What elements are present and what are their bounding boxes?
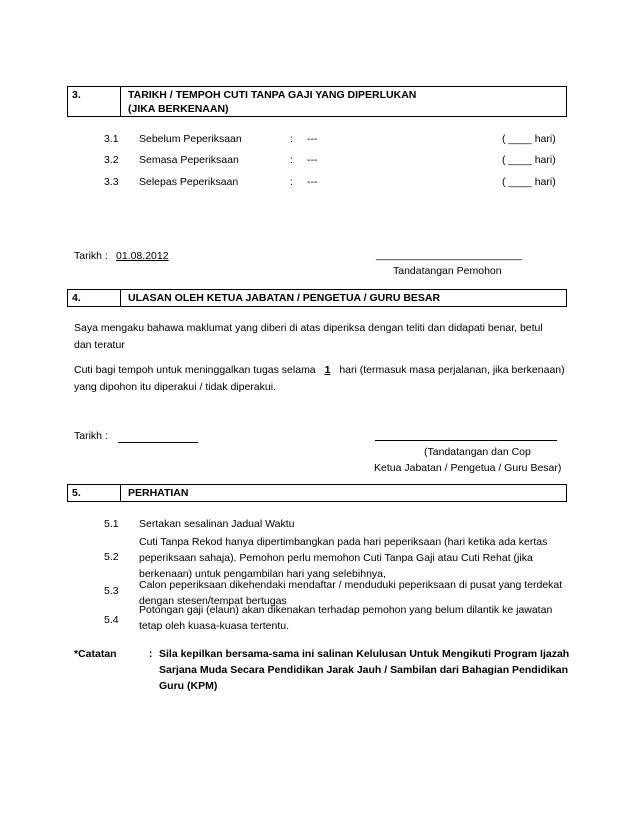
section-4-divider bbox=[120, 290, 121, 306]
section-3-header bbox=[67, 86, 567, 117]
item-5-1-number: 5.1 bbox=[104, 518, 119, 530]
row-3-1-label: Sebelum Peperiksaan bbox=[139, 133, 242, 145]
item-5-4-text-line2: tetap oleh kuasa-kuasa tertentu. bbox=[139, 620, 290, 632]
note-line2: Sarjana Muda Secara Pendidikan Jarak Jauh / Sambilan dari Bahagian Pendidikan bbox=[159, 664, 569, 676]
row-3-2-value: --- bbox=[307, 154, 318, 166]
section-5-header bbox=[67, 484, 567, 502]
row-3-1-value: --- bbox=[307, 133, 318, 145]
row-3-1-colon: : bbox=[290, 133, 293, 145]
leave-approval-line2: yang dipohon itu diperakui / tidak diperakui. bbox=[74, 381, 276, 393]
item-5-1-text: Sertakan sesalinan Jadual Waktu bbox=[139, 518, 295, 530]
applicant-signature-label: Tandatangan Pemohon bbox=[393, 265, 502, 277]
row-3-3-value: --- bbox=[307, 176, 318, 188]
row-3-3-number: 3.3 bbox=[104, 176, 119, 188]
row-3-1-number: 3.1 bbox=[104, 133, 119, 145]
note-line3: Guru (KPM) bbox=[159, 680, 218, 692]
head-signature-line bbox=[375, 428, 557, 441]
section-3-divider bbox=[120, 87, 121, 116]
item-5-2-number: 5.2 bbox=[104, 551, 119, 563]
declaration-line2: dan teratur bbox=[74, 339, 125, 351]
section-5-number: 5. bbox=[72, 487, 81, 499]
head-signature-label-line1: (Tandatangan dan Cop bbox=[424, 446, 531, 458]
row-3-1-days: ( ____ hari) bbox=[502, 133, 556, 145]
item-5-2-text-line1: Cuti Tanpa Rekod hanya dipertimbangkan pada hari peperiksaan (hari ketika ada kertas bbox=[139, 536, 548, 548]
note-colon: : bbox=[149, 648, 153, 660]
note-line1: Sila kepilkan bersama-sama ini salinan Kelulusan Untuk Mengikuti Program Ijazah bbox=[159, 648, 570, 660]
section-3-number: 3. bbox=[72, 89, 81, 101]
item-5-3-text-line2: dengan stesen/tempat bertugas bbox=[139, 595, 287, 607]
row-3-2-colon: : bbox=[290, 154, 293, 166]
declaration-line1: Saya mengaku bahawa maklumat yang diberi di atas diperiksa dengan teliti dan didapati benar, betul bbox=[74, 322, 543, 334]
leave-approval-suffix: hari (termasuk masa perjalanan, jika berkenaan) bbox=[339, 364, 565, 376]
item-5-3-text-line1: Calon peperiksaan dikehendaki mendaftar / menduduki peperiksaan di pusat yang terdekat bbox=[139, 579, 563, 591]
item-5-2-text-line2: peperiksaan sahaja). Pemohon perlu memohon Cuti Tanpa Gaji atau Cuti Rehat (jika bbox=[139, 552, 533, 564]
row-3-3-days: ( ____ hari) bbox=[502, 176, 556, 188]
section-5-title: PERHATIAN bbox=[128, 487, 189, 499]
note-label: *Catatan bbox=[74, 648, 117, 660]
applicant-signature-line: _________________________ bbox=[376, 249, 522, 261]
section-4-header bbox=[67, 289, 567, 307]
row-3-2-label: Semasa Peperiksaan bbox=[139, 154, 239, 166]
head-signature-label-line2: Ketua Jabatan / Pengetua / Guru Besar) bbox=[374, 462, 562, 474]
row-3-3-colon: : bbox=[290, 176, 293, 188]
date2-label: Tarikh : bbox=[74, 430, 108, 442]
leave-approval-prefix: Cuti bagi tempoh untuk meninggalkan tugas selama bbox=[74, 364, 316, 376]
date-label: Tarikh : bbox=[74, 250, 108, 262]
item-5-4-text-line1: Potongan gaji (elaun) akan dikenakan terhadap pemohon yang belum dilantik ke jawatan bbox=[139, 604, 553, 616]
date2-blank-line bbox=[118, 430, 198, 443]
item-5-2-text-line3: berkenaan) untuk pengambilan hari yang selebihnya, bbox=[139, 568, 386, 580]
section-3-title-line1: TARIKH / TEMPOH CUTI TANPA GAJI YANG DIPERLUKAN bbox=[128, 89, 417, 101]
section-3-title-line2: (JIKA BERKENAAN) bbox=[128, 103, 229, 115]
row-3-2-number: 3.2 bbox=[104, 154, 119, 166]
item-5-4-number: 5.4 bbox=[104, 614, 119, 626]
date-value: 01.08.2012 bbox=[116, 250, 169, 262]
row-3-2-days: ( ____ hari) bbox=[502, 154, 556, 166]
leave-approval-line1 bbox=[74, 364, 565, 376]
item-5-3-number: 5.3 bbox=[104, 585, 119, 597]
section-4-number: 4. bbox=[72, 292, 81, 304]
section-4-title: ULASAN OLEH KETUA JABATAN / PENGETUA / GURU BESAR bbox=[128, 292, 441, 304]
section-5-divider bbox=[120, 485, 121, 501]
leave-approval-days: 1 bbox=[324, 364, 331, 376]
row-3-3-label: Selepas Peperiksaan bbox=[139, 176, 239, 188]
